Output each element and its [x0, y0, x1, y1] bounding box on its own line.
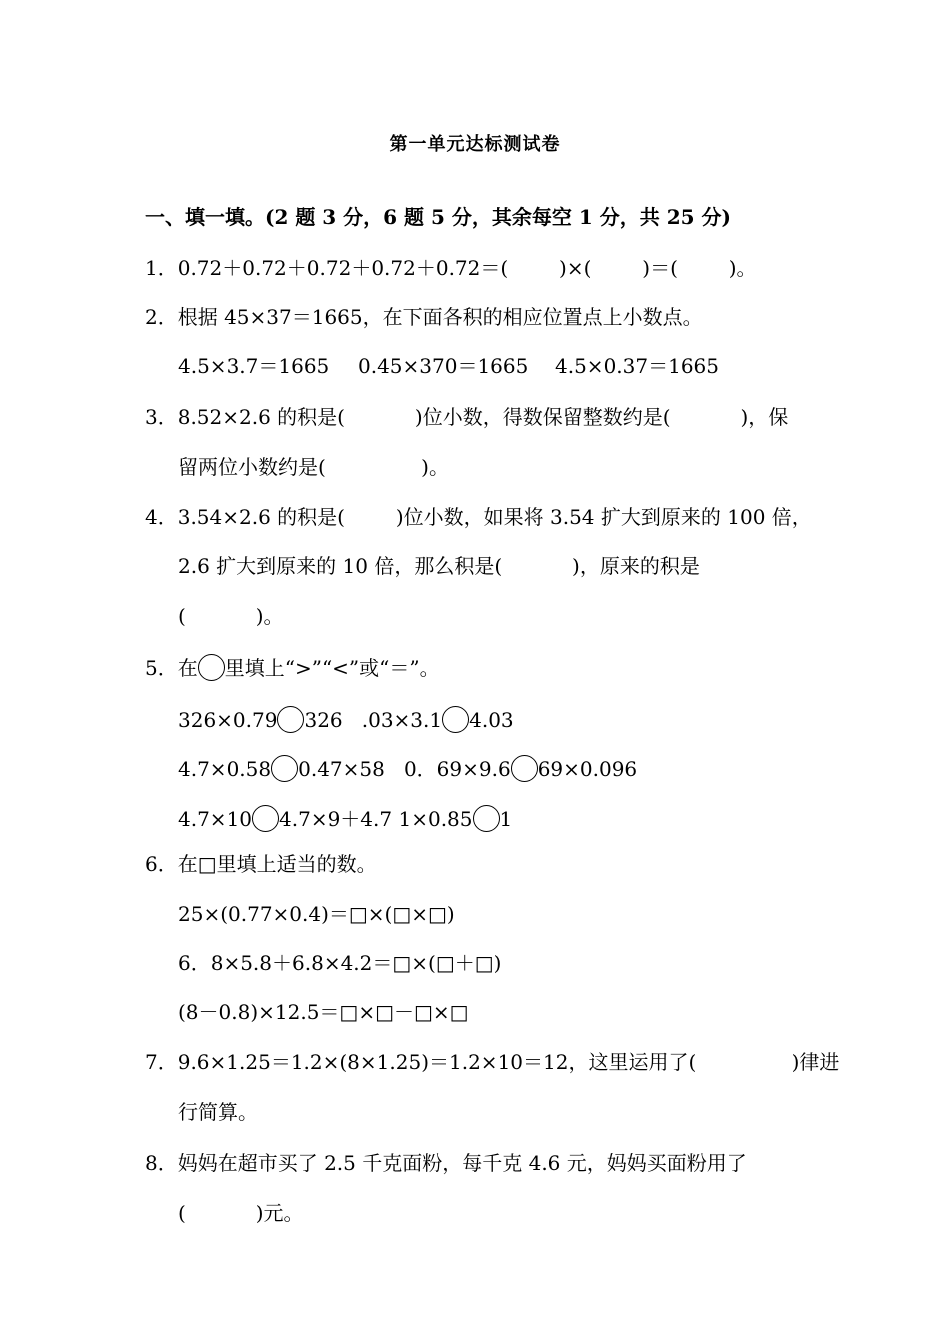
question-6-item: 6．8×5.8＋6.8×4.2＝□×(□＋□)	[178, 951, 502, 975]
question-4-line: 2.6 扩大到原来的 10 倍，那么积是( )，原来的积是	[178, 554, 700, 578]
compare-left: 1×0.85	[398, 807, 473, 831]
question-5-row	[178, 706, 514, 733]
question-5-row	[178, 805, 512, 832]
question-4-line: 4．3.54×2.6 的积是( )位小数，如果将 3.54 扩大到原来的 100 倍，	[145, 505, 812, 529]
compare-right: 4.7×9＋4.7	[279, 807, 393, 831]
section-heading: 一、填一填。(2 题 3 分，6 题 5 分，其余每空 1 分，共 25 分)	[145, 205, 731, 229]
page-title: 第一单元达标测试卷	[389, 134, 561, 155]
circle-blank-icon[interactable]	[473, 805, 500, 832]
circle-blank-icon[interactable]	[198, 654, 225, 681]
compare-right: 326	[304, 708, 343, 732]
question-6-item: (8－0.8)×12.5＝□×□－□×□	[178, 1000, 469, 1024]
question-2-item: 0.45×370＝1665	[358, 354, 529, 378]
circle-blank-icon[interactable]	[271, 755, 298, 782]
circle-blank-icon[interactable]	[277, 706, 304, 733]
question-5-prompt	[145, 654, 440, 681]
compare-left: 326×0.79	[178, 708, 278, 732]
question-5-prompt-start: 5．在	[145, 656, 198, 680]
compare-right: 4.03	[469, 708, 514, 732]
question-4-line: ( )。	[178, 604, 284, 628]
question-7-line: 7．9.6×1.25＝1.2×(8×1.25)＝1.2×10＝12，这里运用了( )律进	[145, 1050, 840, 1074]
compare-left: 4.7×10	[178, 807, 253, 831]
question-7-line: 行简算。	[178, 1100, 258, 1124]
question-6-item: 25×(0.77×0.4)＝□×(□×□)	[178, 902, 455, 926]
compare-left: 4.7×0.58	[178, 757, 272, 781]
question-3-line: 3．8.52×2.6 的积是( )位小数，得数保留整数约是( )，保	[145, 405, 789, 429]
question-2-prompt: 2．根据 45×37＝1665，在下面各积的相应位置点上小数点。	[145, 305, 703, 329]
question-5-row	[178, 755, 637, 782]
compare-right: 69×0.096	[537, 757, 638, 781]
circle-blank-icon[interactable]	[442, 706, 469, 733]
question-8-line: 8．妈妈在超市买了 2.5 千克面粉，每千克 4.6 元，妈妈买面粉用了	[145, 1151, 747, 1175]
question-1: 1．0.72＋0.72＋0.72＋0.72＋0.72＝( )×( )＝( )。	[145, 256, 757, 280]
question-8-line: ( )元。	[178, 1201, 304, 1225]
question-2-item: 4.5×3.7＝1665	[178, 354, 330, 378]
compare-right: 1	[499, 807, 513, 831]
compare-left: .03×3.1	[361, 708, 443, 732]
circle-blank-icon[interactable]	[511, 755, 538, 782]
circle-blank-icon[interactable]	[252, 805, 279, 832]
question-5-prompt-end: 里填上“>”“<”或“＝”。	[224, 656, 440, 680]
compare-left: 0．69×9.6	[403, 757, 511, 781]
question-6-prompt: 6．在□里填上适当的数。	[145, 852, 377, 876]
question-3-line: 留两位小数约是( )。	[178, 455, 449, 479]
question-2-item: 4.5×0.37＝1665	[555, 354, 719, 378]
compare-right: 0.47×58	[298, 757, 385, 781]
